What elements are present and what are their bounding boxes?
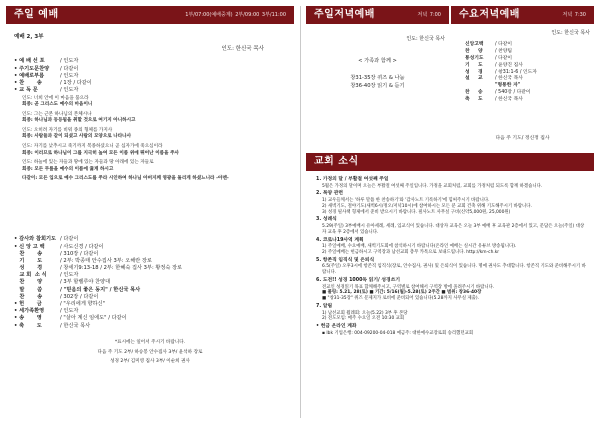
order-item-value: / 1장 / 다같이 bbox=[60, 79, 92, 86]
news-line: ■ "창31-35장" 퀴즈 문제지가 로비에 준비되어 있습니다(5.28까지 사무실 제출). bbox=[322, 296, 479, 302]
news-heading: 7. 알림 bbox=[316, 303, 333, 309]
news-item bbox=[316, 238, 588, 256]
column-divider bbox=[300, 6, 301, 418]
news-item bbox=[316, 177, 588, 189]
wednesday-next-prayer: 다음 주 기도/ 정신정 집사 bbox=[495, 136, 550, 141]
order-item-label: 말 씀 bbox=[14, 286, 43, 293]
news-heading: 2. 목양 관련 bbox=[316, 191, 344, 197]
order-item-value: / "살아 계신 임에도" / 다같이 bbox=[60, 315, 127, 322]
order-item-label: 찬 송 bbox=[14, 293, 43, 300]
order-item-value: / 310장 / 다같이 bbox=[60, 250, 99, 257]
order-row bbox=[14, 315, 182, 322]
main-worship-title: 주일 예배 bbox=[14, 8, 59, 20]
news-line: 5.29(주일) 3부예배시 유아세례, 세례, 입교식이 있습니다. 대상자 교육은 오늘 3부 예배 후 교육관 2층에서 있고, 문답은 오늘(주일) 대상자 교육 후 2층에서 있습니다. bbox=[322, 223, 585, 235]
news-line: 1) 남선교회 월례회: 오늘(5.22) 3부 후 본당 bbox=[322, 310, 408, 316]
main-order-list bbox=[14, 236, 182, 329]
news-line: 전교인 성경읽기 목표 함께해주시고, 구역별로 참여해서 구역장 방에 올려주시기 바랍니다. bbox=[322, 284, 495, 290]
order-row bbox=[14, 286, 182, 293]
reading-line: 다같이: 모든 입으로 예수 그리스도를 주라 시인하여 하나님 아버지께 영광을 돌리게 하셨느니라 -아멘- bbox=[22, 176, 229, 182]
reading-line: 인도: 그는 근본 하나님의 본체시나 bbox=[22, 112, 92, 118]
evening-items bbox=[306, 74, 449, 91]
order-item-label: • 예 배 선 포 bbox=[14, 58, 45, 65]
order-row bbox=[14, 80, 92, 87]
reading-line: 인도: 자기를 낮추시고 죽기까지 복종하셨으니 곧 십자가에 죽으심이라 bbox=[22, 144, 163, 150]
news-line: 2) 주일예배는 헌금하시고 구역장과 남선교회 총무 카톡으로 보내드립니다. http://km-ch.kr bbox=[322, 249, 500, 255]
order-item-label: • 교 독 문 bbox=[14, 87, 38, 94]
order-item-value: / 한신국 목사 bbox=[60, 322, 91, 329]
order-item-label: • 축 도 bbox=[14, 322, 42, 329]
order-row: 통성기도 / 다같이 bbox=[465, 56, 513, 61]
order-item-value: / 창세기9:13-18 / 2부: 한혜숙 집사 3부: 황정숙 장로 bbox=[60, 265, 183, 272]
next-week-scripture: 성경 2부/ 김미영 집사 3부/ 이순희 권사 bbox=[110, 359, 190, 364]
news-line: ■ 폴링: 5.21, 28(토) ■ 기간: 5/16(월)-5.28(토) 2주간 ■ 범위: 창36-40장 bbox=[322, 290, 482, 296]
order-item-value: / 다같이 bbox=[60, 236, 79, 243]
evening-item: 창31-35장 퀴즈 & 나눔 bbox=[350, 75, 405, 81]
order-row bbox=[14, 279, 182, 286]
order-row: 신앙고백 / 다같이 bbox=[465, 42, 513, 48]
order-item-label: • 세가족환영 bbox=[14, 308, 45, 315]
order-row bbox=[14, 294, 182, 301]
news-item bbox=[316, 191, 588, 215]
evening-item: 창36-40장 읽기 & 듣기 bbox=[350, 83, 405, 90]
order-item-label: 찬 송 bbox=[14, 250, 43, 257]
order-item-label: 교 회 소 식 bbox=[14, 272, 47, 279]
news-item bbox=[316, 258, 588, 276]
wednesday-worship-header bbox=[451, 6, 594, 24]
news-item bbox=[316, 217, 588, 235]
order-item-label: • 주기도문찬양 bbox=[14, 65, 50, 72]
news-line: 1) 교우들께서는 '하루 말씀 한 찬송하기'와 '감사노트 기록하기'에 힘써주시기 바랍니다. bbox=[322, 198, 490, 204]
wednesday-leader: 인도: 한신국 목사 bbox=[551, 30, 590, 36]
order-row bbox=[14, 322, 182, 329]
reading-line: 회중: 곧 그리스도 예수의 마음이니 bbox=[22, 102, 93, 108]
news-list bbox=[316, 177, 588, 339]
wednesday-worship-time: 저녁 7:30 bbox=[562, 11, 586, 18]
order-row bbox=[14, 87, 92, 94]
news-line: 3) 성경 필사책 형제에서 준비 받으시기 바랍니다. 필사노트 사무실 구비(신약5,000원, 25,000원) bbox=[322, 209, 511, 215]
order-row bbox=[14, 258, 182, 265]
order-row: "형통한 자" bbox=[495, 83, 521, 89]
evening-worship-order bbox=[306, 28, 449, 150]
order-row bbox=[14, 243, 182, 250]
order-row: 찬 송 / 540장 / 다같이 bbox=[465, 89, 531, 95]
order-item-value: / 사도신경 / 다같이 bbox=[60, 243, 104, 250]
wednesday-worship-order bbox=[451, 28, 594, 150]
order-item-label: • 송 영 bbox=[14, 315, 42, 322]
order-item-label: 찬 양 bbox=[14, 279, 43, 286]
order-item-value: / 인도자 bbox=[60, 72, 79, 79]
main-leader: 인도: 한신국 목사 bbox=[221, 46, 264, 52]
reading-line: 회중: 이러므로 하나님이 그를 지극히 높여 모든 이름 위에 뛰어난 이름을 주사 bbox=[22, 150, 179, 156]
standing-note: *표시에는 일어서 주시기 바랍니다. bbox=[114, 340, 186, 345]
order-item-value: / 인도자 bbox=[60, 87, 79, 94]
order-item-label: 성 경 bbox=[14, 265, 43, 272]
order-item-label: • 예배로부름 bbox=[14, 72, 45, 79]
reading-line: 회중: 하나님과 동등됨을 취할 것으로 여기지 아니하시고 bbox=[22, 118, 136, 124]
news-heading: 1. 가정의 달 / 부활절 여섯째 주일 bbox=[316, 177, 389, 182]
main-worship-header bbox=[6, 6, 294, 24]
evening-worship-header bbox=[306, 6, 449, 24]
order-row: 성 경 / 창31:1-6 / 인도자 bbox=[465, 69, 537, 75]
order-item-label: • 헌 금 bbox=[14, 301, 42, 308]
news-line: 2) 전도모임: 매주 수요일 오전 10:30 교회 bbox=[322, 316, 405, 322]
order-item-label: • 신 앙 고 백 bbox=[14, 243, 45, 250]
order-row: 기 도 / 윤양진 집사 bbox=[465, 62, 523, 68]
order-item-value: / 인도자 bbox=[60, 272, 79, 279]
next-week-prayer: 다음 주 기도 2부/ 하승봉 안수집사 3부/ 윤석하 장로 bbox=[97, 350, 203, 355]
wednesday-order-list bbox=[465, 42, 537, 103]
news-heading: 5. 항존직 임직식 및 은퇴식 bbox=[316, 257, 375, 263]
news-heading: • 헌금 온라인 계좌 bbox=[316, 324, 357, 330]
responsive-reading bbox=[22, 96, 287, 183]
evening-worship-title: 주일저녁예배 bbox=[314, 8, 375, 20]
news-line: 6.5(주일) 오후3시에 항존직 임직식(장로, 안수집사, 권사) 및 은퇴식이 있습니다. 명예 권사도 추대합니다. 항존직 기도와 준비해주시기 바랍니다. bbox=[322, 264, 586, 276]
news-line: 5월은 가정의 달이며 오늘은 부활절 여섯째 주일입니다. 가정을 교회처럼, 교회를 가정처럼 되도록 함께 하겠습니다. bbox=[322, 183, 543, 189]
wednesday-worship-title: 수요저녁예배 bbox=[459, 8, 520, 20]
bank-account-line: ▪ Ibk 기업은행: 004-09200-04-018 예금주: 대한예수교장로회 승리했던교회 bbox=[322, 330, 474, 336]
order-item-value: / 인도자 bbox=[60, 58, 79, 65]
news-item bbox=[316, 278, 588, 302]
order-row bbox=[14, 72, 92, 79]
evening-worship-time: 저녁 7:00 bbox=[417, 11, 441, 18]
order-item-value: / 인도자 bbox=[60, 308, 79, 315]
evening-leader: 인도: 한신국 목사 bbox=[406, 36, 445, 42]
order-item-value: / 2부: 박종태 안수집사 3부: 오해란 장로 bbox=[60, 257, 152, 264]
reading-line: 회중: 사람들과 같이 되셨고 사람의 모양으로 나타나사 bbox=[22, 134, 132, 140]
order-row bbox=[14, 250, 182, 257]
main-worship-times: 1부/07:00(예배중계) 2부/09:00 3부/11:00 bbox=[185, 11, 286, 18]
reading-line: 회중: 모든 무릎을 예수의 이름에 꿇게 하시고 bbox=[22, 166, 114, 172]
order-item-label: • 찬 송 bbox=[14, 79, 42, 86]
order-item-label: 기 도 bbox=[14, 257, 43, 264]
order-item-value: / "우리에게 향하신" bbox=[60, 301, 105, 308]
church-news-title: 교회 소식 bbox=[314, 155, 359, 167]
church-news bbox=[306, 175, 594, 420]
order-row bbox=[14, 236, 182, 243]
order-row bbox=[14, 58, 92, 65]
service-label: 예배 2, 3부 bbox=[14, 34, 44, 40]
main-worship-order bbox=[6, 28, 294, 420]
order-item-value: / 3부 할렐루야 찬양대 bbox=[60, 279, 111, 286]
reading-line: 인도: 너희 안에 이 마음을 품으라 bbox=[22, 96, 89, 101]
order-row bbox=[14, 308, 182, 315]
reading-line: 인도: 오히려 자기를 비워 종의 형체를 가지사 bbox=[22, 128, 113, 134]
evening-theme: < 가족과 함께 > bbox=[358, 58, 397, 64]
order-item-value: / 302장 / 다같이 bbox=[60, 293, 99, 300]
church-news-header bbox=[306, 153, 594, 171]
news-heading: 4. 코로나19사역 계획 bbox=[316, 237, 364, 243]
news-item bbox=[316, 324, 588, 336]
reading-line: 인도: 하늘에 있는 자들과 땅에 있는 자들과 땅 아래에 있는 자들로 bbox=[22, 160, 154, 166]
news-heading: 3. 성례식 bbox=[316, 217, 337, 223]
order-row: 축 도 / 한신국 목사 bbox=[465, 96, 523, 102]
news-heading: 6. 도전!! 성경 1000독 읽기/ 성경쓰기 bbox=[316, 278, 400, 284]
order-row bbox=[14, 301, 182, 308]
news-line: 1) 주일예배, 수요예배, 새벽기도회에 참석하시기 바랍니다(온라인 예배는 실시간 유튜브 방송됩니다). bbox=[322, 244, 517, 250]
news-line: 2) 새벽기도, 철야기도(새벽6시/정오/저녁10시)에 참여하시는 모든 분 교회 건축 위해 기도해주시기 바랍니다. bbox=[322, 203, 532, 209]
order-row: 찬 양 / 찬양팀 bbox=[465, 49, 513, 55]
order-row bbox=[14, 265, 182, 272]
sermon-title: / "믿음의 좋은 동지" / 한신국 목사 bbox=[60, 286, 141, 293]
opening-order-list bbox=[14, 58, 92, 94]
order-item-label: • 감사와 참회기도 bbox=[14, 236, 57, 243]
order-item-value: / 다같이 bbox=[60, 65, 79, 72]
news-item bbox=[316, 304, 588, 322]
order-row bbox=[14, 65, 92, 72]
order-row: 설 교 / 한신국 목사 bbox=[465, 76, 523, 82]
